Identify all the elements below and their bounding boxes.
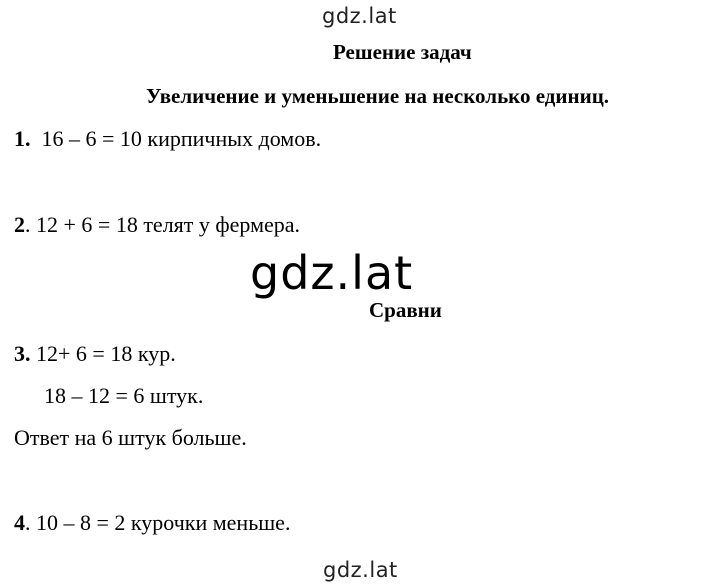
page-subheading: Увеличение и уменьшение на несколько единиц.: [146, 84, 610, 108]
watermark-top: gdz.lat: [322, 4, 397, 28]
section-compare: Сравни: [369, 298, 442, 322]
task-3-line-2: 18 – 12 = 6 штук.: [44, 383, 204, 408]
task-2-text: . 12 + 6 = 18 телят у фермера.: [25, 212, 301, 237]
task-4: [14, 510, 290, 536]
watermark-middle: gdz.lat: [250, 246, 414, 300]
page-heading: Решение задач: [333, 40, 472, 64]
task-3-answer: Ответ на 6 штук больше.: [14, 425, 247, 450]
task-1-number: 1.: [14, 126, 31, 151]
watermark-bottom: gdz.lat: [323, 558, 398, 582]
task-4-number: 4: [14, 510, 25, 535]
task-1: [14, 126, 321, 152]
task-4-text: . 10 – 8 = 2 курочки меньше.: [25, 510, 291, 535]
task-3-text: 12+ 6 = 18 кур.: [30, 341, 176, 366]
task-1-text: 16 – 6 = 10 кирпичных домов.: [41, 126, 322, 151]
task-3: [14, 341, 176, 367]
task-2-number: 2: [14, 212, 25, 237]
task-2: [14, 212, 300, 238]
task-3-number: 3.: [14, 341, 31, 366]
